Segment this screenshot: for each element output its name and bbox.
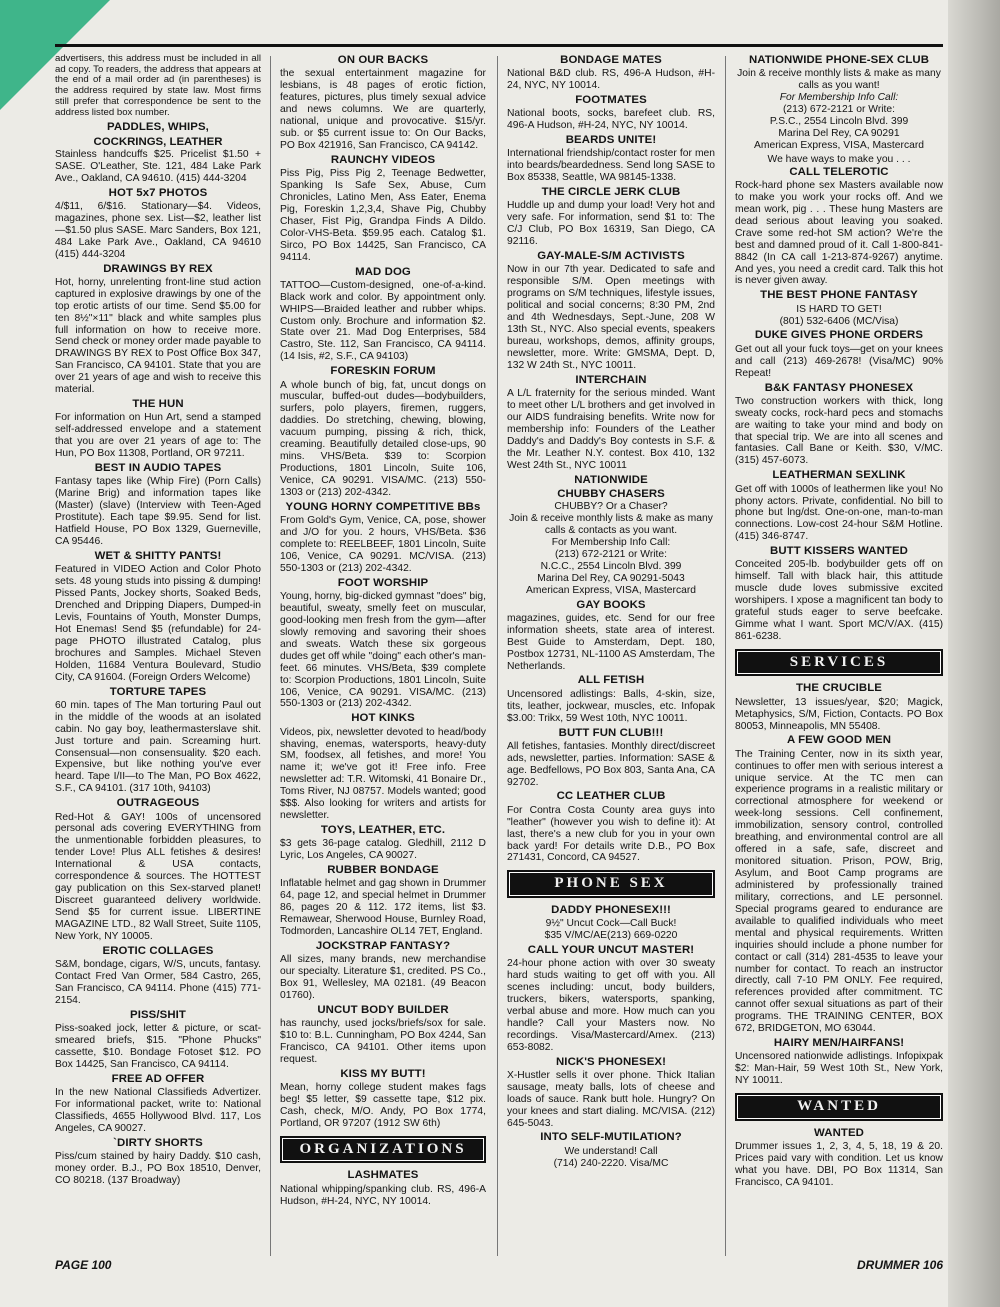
ad-body: Now in our 7th year. Dedicated to safe and responsible S/M. Open meetings with programs on S/M techniques, lifestyle issues, political and social concerns; 8:30 PM, 2nd and 4th Wednesdays, Sept.-June, 208 W 13th St., NYC. Also special events, speakers bureau, workshops, demos, affinity groups, newsletter, more. Write: GMSMA, Dept. D, 132 W 24th St., NYC 10011. [507,264,715,371]
classified-ad [507,186,715,248]
ad-heading: BEARDS UNITE! [565,134,657,147]
ad-line: $35 V/MC/AE(213) 669-0220 [544,929,678,941]
classified-ad [55,797,261,943]
ad-line: Marina Del Rey, CA 90291-5043 [537,572,685,584]
ad-heading: GAY-MALE-S/M ACTIVISTS [537,250,685,263]
ad-line: 9½" Uncut Cock—Call Buck! [545,917,677,929]
ad-body: International friendship/contact roster for men into beards/beardedness. Send long SASE to Box 85338, Seattle, WA 98145-1338. [507,148,715,184]
ad-heading: FOOTMATES [575,94,647,107]
ad-line: Join & receive monthly lists & make as many [737,68,941,80]
ad-body: Featured in VIDEO Action and Color Photo sets. 48 young studs into pissing & dumping! Pissed Pants, Jockey shorts, Soaked Beds, Drenched and Dripping Diapers, Dumped-in Levis, Fountains of Youth, Monster Dumps, Hot Enemas! Send $5 (refundable) for 24-page PHOTO illustrated Catalog, plus brochures and Samples. Michael Steven Holden, 11684 Ventura Boulevard, Studio City, CA 91604. (Foreign Orders Welcome) [55,564,261,683]
column-4 [735,54,943,1262]
ad-body: Get out all your fuck toys—get on your knees and call (213) 469-2678! (Visa/MC) 90% Repeat! [735,343,943,379]
ad-heading: HAIRY MEN/HAIRFANS! [773,1037,905,1050]
ad-heading: WANTED [814,1126,864,1139]
classified-ad [280,1004,486,1066]
ad-heading: HOT KINKS [351,712,415,725]
ad-heading: CALL YOUR UNCUT MASTER! [527,943,695,956]
ad-heading: UNCUT BODY BUILDER [317,1004,449,1017]
ad-line: IS HARD TO GET! [796,303,882,315]
classified-ad-chubby-chasers [507,474,715,597]
ad-body: X-Hustler sells it over phone. Thick Italian sausage, meaty balls, lots of cheese and loads of sauce. Rank butt hole. Hungry? On your knees and start dialing. MC/VISA. (212) 645-5043. [507,1069,715,1129]
ad-line: Marina Del Rey, CA 90291 [778,127,900,139]
classified-ad [735,1037,943,1087]
ad-body: Inflatable helmet and gag shown in Drummer 64, page 12, and special helmet in Drummer 86, pages 20 & 112. 172 items, list $3. Remawear, Sherwood House, Burnley Road, Todmorden, Lancashire OL14 7ET, England. [280,878,486,938]
column-2 [280,54,486,1262]
column-rule [270,56,271,1256]
ad-body: 4/$11, 6/$16. Stationary—$4. Videos, magazines, phone sex. List—$2, leather list—$1.50 plus SASE. Marc Sanders, Box 121, 484 Lake Park Ave., Oakland, CA 94610 (415) 444-3204 [55,200,261,260]
classified-ad [280,154,486,264]
ad-line: American Express, VISA, Mastercard [526,584,696,596]
classified-ad-telerotic [735,154,943,288]
classified-ad [55,462,261,548]
top-rule [55,44,943,47]
classified-ad-phone-fantasy [735,289,943,327]
classified-ad [507,374,715,472]
ad-body: National boots, socks, barefeet club. RS, 496-A Hudson, #H-24, NYC, NY 10014. [507,108,715,132]
ad-body: Red-Hot & GAY! 100s of uncensored personal ads covering EVERYTHING from the unmentionable forbidden pleasures, to tender Love! Plus ALL fetishes & desires! International & USA contacts, correspondence & sources. The HOTTEST gay publication on this Sex-starved planet! Discreet guaranteed delivery worldwide. Send $5 for current issue. LIBERTINE MAGAZINE LTD., 82 Wall Street, Suite 1105, New York, NY 10005. [55,811,261,942]
ad-body: All fetishes, fantasies. Monthly direct/discreet ads, newsletter, parties. Information: SASE & age. Bedfellows, PO Box 803, Santa Ana, CA 92702. [507,740,715,788]
classified-ad [55,1009,261,1071]
ad-heading: DADDY PHONESEX!!! [551,903,671,916]
ad-line: CHUBBY? Or a Chaser? [554,501,668,513]
ad-body: National whipping/spanking club. RS, 496-A Hudson, #H-24, NYC, NY 10014. [280,1183,486,1207]
classified-ad [507,727,715,789]
ad-heading: INTERCHAIN [575,373,647,386]
ad-body: Conceited 205-lb. bodybuilder gets off on himself. Tall with black hair, this attitude muscle dude loves submissive excited worshipers. I xpose a magnificent tan body to grateful studs eager to serve beefcake. Gimme what I want. Sport MC/V/AX. (415) 861-6238. [735,559,943,643]
classified-ad [55,1137,261,1187]
ad-line: (714) 240-2220. Visa/MC [553,1157,669,1169]
ad-body: 24-hour phone action with over 30 sweaty hard studs waiting to get off with you. All scenes including: uncut, body builders, truckers, bikers, watersports, spanking, verbal abuse and more. How much can you handle? Call your Masters now. No recordings. Visa/Mastercard/Amex. (213) 653-8082. [507,958,715,1053]
ad-line: N.C.C., 2554 Lincoln Blvd. 399 [540,560,682,572]
ad-heading: MAD DOG [355,265,411,278]
classified-ad [280,577,486,711]
ad-heading: THE HUN [132,398,184,411]
page-number-right: DRUMMER 106 [856,1258,943,1272]
classified-ad [507,250,715,372]
ad-heading: BEST IN AUDIO TAPES [94,462,222,475]
section-banner-wanted: WANTED [735,1093,943,1120]
classified-ad [735,1127,943,1189]
classified-ad [280,824,486,862]
ad-heading: A FEW GOOD MEN [786,734,892,747]
ad-body: S&M, bondage, cigars, W/S, uncuts, fantasy. Contact Fred Van Ormer, 584 Castro, 265, San Francisco, CA 94114. Phone (415) 771-2154. [55,959,261,1006]
column-rule [497,56,498,1256]
classified-ad [55,945,261,1007]
ad-heading: WET & SHITTY PANTS! [94,549,222,562]
classified-ad [55,686,261,796]
ad-line: calls & contacts as you want. [544,524,678,536]
classified-ad [735,734,943,1035]
ad-heading: CHUBBY CHASERS [557,487,665,500]
ad-heading: THE CIRCLE JERK CLUB [541,186,681,199]
classified-ad [507,94,715,132]
classified-ad [507,790,715,864]
ad-body: Rock-hard phone sex Masters available now to make you work your rocks off. And we mean work, pig . . . These hung Masters are dead serious about leaving you soaked. Crave some red-hot SM action? We're the best and damned proud of it. Call 1-800-841-8842 (In CA call 1-213-874-9267) anytime. And yes, you need a credit card. Talk this hot is never given away. [735,179,943,287]
page-number-left: PAGE 100 [55,1258,112,1272]
ad-heading: LEATHERMAN SEXLINK [772,469,906,482]
ad-heading: INTO SELF-MUTILATION? [540,1131,682,1144]
ad-heading: `DIRTY SHORTS [113,1136,203,1149]
classified-ad [735,682,943,732]
classified-ad [507,54,715,92]
classified-ad [735,469,943,543]
ad-body: Two construction workers with thick, long sweaty cocks, rock-hard pecs and stomachs are waiting to take your mind and body on that special trip. We are into all scenes and fantasies. Call Bane or Keith. $30, V/MC. (315) 457-6073. [735,395,943,467]
ad-body: Videos, pix, newsletter devoted to head/body shaving, enemas, watersports, heavy-duty SM, foodsex, all fetishes, and more! You name it; we've got it! Free info. Free newsletter ad: T.R. Witomski, 41 Bonaire Dr., Toms River, NJ 08757. Models wanted; good $$$. Also looking for writers and artists for newsletter. [280,726,486,822]
ad-heading: FOOT WORSHIP [337,576,429,589]
ad-heading: THE CRUCIBLE [796,682,882,695]
classified-ad [735,382,943,468]
ad-body: All sizes, many brands, new merchandise our specialty. Literature $1, credited. PS Co., Box 91, Wellesley, MA 02181. (49 Beacon 01760). [280,954,486,1002]
classified-ad [55,187,261,261]
ad-line: American Express, VISA, Mastercard [754,139,924,151]
ad-heading: CC LEATHER CLUB [556,790,666,803]
section-banner-services: SERVICES [735,649,943,676]
ad-heading: RAUNCHY VIDEOS [330,153,436,166]
ad-heading: THE BEST PHONE FANTASY [760,289,918,302]
ad-heading: PISS/SHIT [130,1008,186,1021]
column-rule [725,56,726,1256]
classified-ad [507,599,715,673]
section-banner-phone-sex: PHONE SEX [507,870,715,897]
ad-heading: B&K FANTASY PHONESEX [764,381,914,394]
classifieds-page [55,44,943,1272]
column-1 [55,54,261,1262]
classified-ad [280,712,486,822]
classified-ad [280,501,486,575]
ad-heading: HOT 5x7 PHOTOS [108,186,208,199]
ad-line: We understand! Call [564,1145,658,1157]
classified-ad [280,1068,486,1130]
ad-heading: RUBBER BONDAGE [327,864,439,877]
ad-body: Newsletter, 13 issues/year, $20; Magick, Metaphysics, S/M, Fiction, Contacts. PO Box 80053, Minneapolis, MN 55408. [735,696,943,732]
ad-heading: NATIONWIDE PHONE-SEX CLUB [748,54,930,66]
classified-ad [507,1056,715,1130]
ad-line: We have ways to make you . . . [767,153,911,165]
classified-ad [55,1073,261,1135]
ad-body: A L/L fraternity for the serious minded. Want to meet other L/L brothers and get involved in our AIDS fundraising benefits. Write now for membership info: Founders of the Leather Daddy's and Daddy's Boy contests in S.F. & the Mr. Leather N.Y. contest. Box 410, 132 West 24th St., NYC 10011 [507,388,715,471]
classified-ad [507,134,715,184]
ad-heading: CALL TELEROTIC [789,165,889,178]
ad-heading: BUTT FUN CLUB!!! [558,726,664,739]
classified-ad [55,398,261,460]
ad-body: Drummer issues 1, 2, 3, 4, 5, 18, 19 & 20. Prices paid vary with condition. Let us know what you have. DBI, PO Box 11314, San Francisco, CA 94101. [735,1140,943,1188]
ad-body: The Training Center, now in its sixth year, continues to offer men with serious interest a unique service. At the TC men can experience programs in a realistic military or correctional atmosphere for weekend or week-long sessions. Cell confinement, immobilization, sensory control, controlled breathing, and environmental control are all offered in a safe, safe, discreet and monitored situation. Prison, POW, Brig, Asylum, and Boot Camp programs are administered by professionally trained military, corrections, and LE personnel. Special programs geared to endurance are available to qualified individuals who meet mental and physical requirements. Written inquiries should include a phone number for contact or call (314) 281-4535 to leave your number for contact. To reach an instructor directly, call 7-10 PM ONLY. Fee required, references provided after commitment. TC cannot offer sexual situations as part of their programs. THE TRAINING CENTER, BOX 672, BRIDGETON, MO 63044. [735,748,943,1035]
ad-body: 60 min. tapes of The Man torturing Paul out in the middle of the woods at an isolated cabin. No gay boy, leathermasterslave shit. Just torture and pain. Screaming hurt. Consensual—non consensuality. $20 each. Expensive, but like nothing you've ever heard. Tape I/II—to The Man, PO Box 4622, S.F., CA 94101. (317 10th, 94103) [55,699,261,795]
classified-ad [280,1169,486,1207]
ad-body: From Gold's Gym, Venice, CA, pose, shower and J/O for you. 2 hours, VHS/Beta. $36 complete to: REELBEEF, 1801 Lincoln, Suite 106, Venice, CA 90291. MC/VISA. (213) 550-1303 or (213) 202-4342. [280,515,486,574]
ad-heading: YOUNG HORNY COMPETITIVE BBs [285,500,481,513]
ad-heading: TOYS, LEATHER, ETC. [320,824,446,837]
address-note: advertisers, this address must be included in all ad copy. To readers, the address that appears at the end of a mail order ad (in parentheses) is the address required by state law. Most firms still prefer that correspondence be sent to the address listed box number. [55,54,261,118]
page-edge-shadow [948,0,1000,1307]
ad-body: Hot, horny, unrelenting front-line stud action captured in explosive drawings by one of the top erotic artists of our time. Send $5.00 for ten 8½"×11" black and white samples plus full information on how to receive more. Send check or money order made payable to DRAWINGS BY REX to Post Office Box 347, San Francisco, CA 94101. State that you are over 21 years of age and wish to receive this material. [55,276,261,396]
ad-line: (213) 672-2121 or Write: [783,104,895,116]
ad-body: Fantasy tapes like (Whip Fire) (Porn Calls) (Marine Brig) and information tapes like (Master) (slave) (Interview with Teen-Aged Prostitute). Each tape $9.95. Send for list. Hatfield House, PO Box 1329, Guerneville, CA 95446. [55,476,261,548]
ad-body: TATTOO—Custom-designed, one-of-a-kind. Black work and color. By appointment only. WHIPS—Braided leather and rubber whips. Custom only. Brochure and information $2. State over 21. Mad Dog Enterprises, 584 Castro, Ste. 112, San Francisco, CA 94114. (14 Isis, #2, S.F., CA 94103) [280,279,486,363]
classified-ad [55,550,261,684]
ad-body: Uncensored nationwide adlistings. Infopixpak $2: Man-Hair, 59 West 10th St., New York, NY 10011. [735,1051,943,1087]
ad-body: Piss/cum stained by hairy Daddy. $10 cash, money order. B.J., PO Box 18510, Denver, CO 80218. (137 Broadway) [55,1150,261,1186]
ad-body: In the new National Classifieds Advertizer. For informational packet, write to: National Classifieds, 4655 Hollywood Blvd. 117, Los Angeles, CA 90027. [55,1086,261,1134]
ad-heading: FREE AD OFFER [111,1072,205,1085]
classified-ad [55,263,261,397]
ad-line: P.S.C., 2554 Lincoln Blvd. 399 [769,115,909,127]
ad-body: For information on Hun Art, send a stamped self-addressed envelope and a statement that you are over 21 years of age to: The Hun, PO Box 11308, Portland, OR 97211. [55,412,261,460]
classified-ad-self-mutilation [507,1131,715,1169]
ad-body: Piss-soaked jock, letter & picture, or scat-smeared briefs, $15. "Phone Phucks" cassette, $10. Bondage Fotoset $12. PO Box 14425, San Francisco, CA 94114. [55,1023,261,1070]
ad-body: National B&D club. RS, 496-A Hudson, #H-24, NYC, NY 10014. [507,68,715,92]
classified-ad [280,365,486,499]
ad-line: calls as you want! [798,80,880,92]
ad-heading: FORESKIN FORUM [330,365,436,378]
classified-ad-daddy-phonesex [507,904,715,942]
ad-body: Get off with 1000s of leathermen like you! No phony actors. Private, confidential. No bill to phone but lng/dst. One-on-one, man-to-man connections. Low-cost 24-hour S&M Hotline. (415) 346-8747. [735,483,943,543]
ad-heading: GAY BOOKS [576,598,646,611]
ad-heading: LASHMATES [347,1169,419,1182]
ad-heading: BONDAGE MATES [560,54,662,66]
classified-ad [280,266,486,364]
ad-heading: NICK'S PHONESEX! [555,1055,666,1068]
classified-ad [507,944,715,1054]
classified-ad [507,674,715,724]
ad-heading: ON OUR BACKS [337,54,429,66]
ad-body: Stainless handcuffs $25. Pricelist $1.50 + SASE. O'Leather, Ste. 121, 484 Lake Park Ave., Oakland, CA 94610. (415) 444-3204 [55,148,261,184]
ad-heading: DUKE GIVES PHONE ORDERS [754,329,924,342]
classified-ad [735,329,943,379]
ad-body: Uncensored adlistings: Balls, 4-skin, size, tits, leather, jockwear, muscles, etc. Infopak $3.00: Trikx, 59 West 10th, NYC 10011. [507,688,715,724]
ad-body: magazines, guides, etc. Send for our free information sheets, state area of interest. Best Guide to Amsterdam, Dept. 180, Postbox 12731, NL-1100 AS Amsterdam, The Netherlands. [507,612,715,672]
classified-ad [280,54,486,152]
ad-line: Join & receive monthly lists & make as many [509,513,713,524]
ad-body: has raunchy, used jocks/briefs/sox for sale. $10 to: B.L. Cunningham, PO Box 4244, San Francisco, CA 94101. Other items upon request. [280,1018,486,1066]
column-3 [507,54,715,1262]
ad-line: (213) 672-2121 or Write: [555,548,667,560]
classified-ad [280,864,486,938]
ad-heading: ALL FETISH [577,674,645,687]
ad-body: For Contra Costa County area guys into "leather" (however you wish to define it): At last, there's a new club for you in your own back yard! For details write D.B., PO Box 271431, Concord, CA 94527. [507,804,715,864]
ad-heading: BUTT KISSERS WANTED [770,545,908,558]
classified-ad-phone-sex-club [735,54,943,152]
ad-heading: DRAWINGS BY REX [103,262,213,275]
classified-ad [735,545,943,643]
ad-heading: JOCKSTRAP FANTASY? [315,940,451,953]
ad-heading: OUTRAGEOUS [116,797,200,810]
ad-body: A whole bunch of big, fat, uncut dongs on muscular, buffed-out dudes—bodybuilders, surfers, polo players, firemen, ruggers, daddies. Do stretching, chewing, blowing, vacuum pumping, pissing & rich, thick, creaming. Beautifully detailed close-ups, 90 mins. VHS/Beta. $39 to: Scorpion Productions, 1801 Lincoln, Suite 106, Venice, CA 90291. VISA/MC. (213) 550-1303 or (213) 202-4342. [280,379,486,498]
section-banner-organizations: ORGANIZATIONS [280,1136,486,1163]
classified-ad [280,940,486,1002]
ad-body: Huddle up and dump your load! Very hot and very safe. For information, send $1 to: The C/J Club, PO Box 16319, San Diego, CA 92116. [507,200,715,248]
ad-body: $3 gets 36-page catalog. Gledhill, 2112 D Lyric, Los Angeles, CA 90027. [280,838,486,862]
ad-body: Young, horny, big-dicked gymnast "does" big, beautiful, sweaty, smelly feet on muscular, good-looking men fresh from the gym—after slowly removing and savoring their shoes and sweats. Watch these six gorgeous dudes get off while "doing" each other's man-feet. 66 minutes. VHS/Beta, $39 complete to: Scorpion Productions, 1801 Lincoln, Suite 106, Venice, CA 90291. VISA/MC. (213) 550-1303 or (213) 202-4342. [280,591,486,710]
classified-ad [55,121,261,184]
ad-heading: COCKRINGS, LEATHER [93,135,223,148]
ad-body: Mean, horny college student makes fags beg! $5 letter, $9 cassette tape, $12 pix. Cash, check, M/O. Andy, PO Box 1774, Portland, OR 97207 (1912 SW 6th) [280,1082,486,1130]
ad-heading: KISS MY BUTT! [340,1068,426,1081]
ad-heading: TORTURE TAPES [109,685,207,698]
ad-body: Piss Pig, Piss Pig 2, Teenage Bedwetter, Spanking Is Safe Sex, Abuse, Cum Chronicles, Latino Men, Ass Eater, Enema Pig, Foreskin 1,2,3,4, Shave Pig, Chubby Chaser, Fist Pig, Grandpa Finds A Dildo. Color-VHS-Beta. $59.95 each. Catalog $1. Sirco, PO Box 14425, San Francisco, CA 94114. [280,168,486,263]
ad-heading: EROTIC COLLAGES [102,944,214,957]
ad-body: the sexual entertainment magazine for lesbians, is 48 pages of erotic fiction, features, pictures, plus timely sexual advice and news columns. We are quarterly, national, unique and provocative. $15/yr. sub. or $5 current issue to: On Our Backs, PO Box 421916, San Francisco, CA 94142. [280,68,486,151]
ad-heading: PADDLES, WHIPS, [107,121,209,134]
ad-heading: NATIONWIDE [574,473,648,486]
ad-line: For Membership Info Call: [779,92,899,104]
ad-line: For Membership Info Call: [551,536,671,548]
ad-line: (801) 532-6406 (MC/Visa) [779,315,899,327]
